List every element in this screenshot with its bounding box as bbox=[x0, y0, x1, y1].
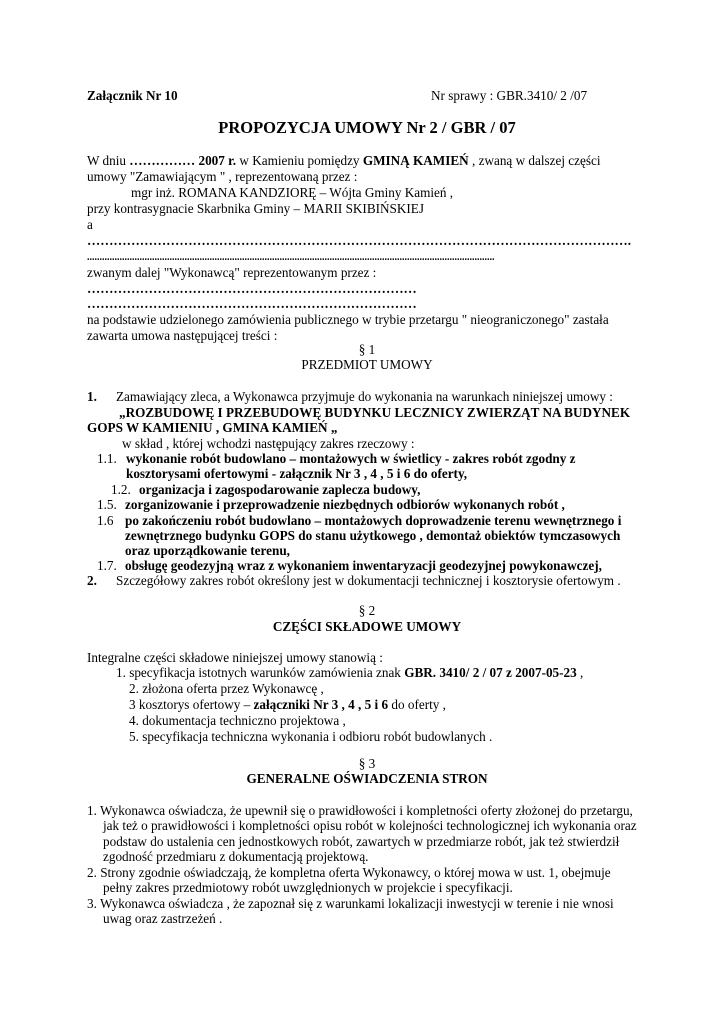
s1-p1-subject-2: GOPS W KAMIENIU , GMINA KAMIEŃ „ bbox=[87, 420, 338, 435]
section-3-number: § 3 bbox=[358, 756, 376, 771]
intro-line-8: zwanym dalej "Wykonawcą" reprezentowanym przez : bbox=[87, 265, 377, 280]
s3-p1-line-2: jak też o prawidłowości i kompletności opisu robót w kolejności technologicznej ich wykonania oraz bbox=[103, 818, 637, 833]
item-1-2-number: 1.2. bbox=[111, 482, 131, 497]
section-1-number: § 1 bbox=[358, 342, 376, 357]
attachment-label: Załącznik Nr 10 bbox=[87, 88, 178, 103]
contractor-address-blank: ................................................................................................................................................................... bbox=[87, 252, 495, 263]
s2-intro: Integralne części składowe niniejszej umowy stanowią : bbox=[87, 650, 383, 665]
item-1-7-number: 1.7. bbox=[97, 558, 117, 573]
intro-line-4: przy kontrasygnacie Skarbnika Gminy – MARII SKIBIŃSKIEJ bbox=[87, 201, 424, 216]
section-1-heading: PRZEDMIOT UMOWY bbox=[301, 357, 433, 372]
s3-p3-line-2: uwag oraz zastrzeżeń . bbox=[103, 911, 223, 926]
representative-blank-1: ………………………………………………………………… bbox=[87, 281, 417, 296]
item-1-5-text: zorganizowanie i przeprowadzenie niezbędnych odbiorów wykonanych robót , bbox=[125, 497, 565, 512]
intro-line-5: a bbox=[87, 217, 93, 232]
intro-line-12: zawarta umowa następującej treści : bbox=[87, 328, 278, 343]
s3-p2-line-2: pełny zakres przedmiotowy robót uwzględnionych w projekcie i specyfikacji. bbox=[103, 880, 513, 895]
item-1-6-number: 1.6 bbox=[97, 513, 114, 528]
s2-item-5: 5. specyfikacja techniczna wykonania i odbioru robót budowlanych . bbox=[129, 729, 493, 744]
s2-item-3: 3 kosztorys ofertowy – załączniki Nr 3 , 4 , 5 i 6 do oferty , bbox=[129, 697, 446, 712]
s3-p3-line-1: 3. Wykonawca oświadcza , że zapoznał się z warunkami lokalizacji inwestycji w terenie i nie wnosi bbox=[87, 896, 614, 911]
s2-item-1: 1. specyfikacja istotnych warunków zamówienia znak GBR. 3410/ 2 / 07 z 2007-05-23 , bbox=[116, 665, 584, 680]
item-1-1-text-a: wykonanie robót budowlano – montażowych w świetlicy - zakres robót zgodny z bbox=[126, 451, 576, 466]
item-1-6-text-b: zewnętrznego budynku GOPS do stanu użytkowego , demontaż obiektów tymczasowych bbox=[125, 528, 621, 543]
item-1-6-text-a: po zakończeniu robót budowlano – montażowych doprowadzenie terenu wewnętrznego i bbox=[125, 513, 622, 528]
s2-item-4: 4. dokumentacja techniczno projektowa , bbox=[129, 713, 346, 728]
intro-line-1: W dniu …………… 2007 r. w Kamieniu pomiędzy GMINĄ KAMIEŃ , zwaną w dalszej części bbox=[87, 153, 601, 168]
s1-p1-number: 1. bbox=[87, 389, 97, 404]
item-1-6-text-c: oraz uporządkowanie terenu, bbox=[125, 543, 290, 558]
s1-p2-text: Szczegółowy zakres robót określony jest w dokumentacji technicznej i kosztorysie ofertowym . bbox=[116, 573, 621, 588]
item-1-5-number: 1.5. bbox=[97, 497, 117, 512]
page-title: PROPOZYCJA UMOWY Nr 2 / GBR / 07 bbox=[218, 118, 516, 137]
item-1-1-text-b: kosztorysami ofertowymi - załącznik Nr 3 , 4 , 5 i 6 do oferty, bbox=[126, 466, 468, 481]
s3-p1-line-4: zgodność przedmiaru z dokumentacją projektową. bbox=[103, 849, 369, 864]
s1-p2-number: 2. bbox=[87, 573, 97, 588]
intro-line-3: mgr inż. ROMANA KANDZIORĘ – Wójta Gminy Kamień , bbox=[131, 185, 454, 200]
section-3-heading: GENERALNE OŚWIADCZENIA STRON bbox=[246, 771, 488, 786]
representative-blank-2: ………………………………………………………………… bbox=[87, 296, 417, 311]
contractor-name-blank: ……………………………………………………………………………………………………………. bbox=[87, 233, 631, 248]
s1-scope-text: w skład , której wchodzi następujący zakres rzeczowy : bbox=[122, 436, 415, 451]
s3-p1-line-1: 1. Wykonawca oświadcza, że upewnił się o prawidłowości i kompletności oferty złożonej do przetargu, bbox=[87, 803, 633, 818]
intro-line-11: na podstawie udzielonego zamówienia publicznego w trybie przetargu " nieograniczonego" zastała bbox=[87, 312, 609, 327]
s3-p1-line-3: podstaw do ustalenia cen jednostkowych robót, zawartych w przedmiarze robót, jak też stwierdził bbox=[103, 834, 620, 849]
s1-p1-text: Zamawiający zleca, a Wykonawca przyjmuje do wykonania na warunkach niniejszej umowy : bbox=[116, 389, 613, 404]
section-2-heading: CZĘŚCI SKŁADOWE UMOWY bbox=[272, 619, 462, 634]
case-number: Nr sprawy : GBR.3410/ 2 /07 bbox=[431, 88, 588, 103]
s3-p2-line-1: 2. Strony zgodnie oświadczają, że kompletna oferta Wykonawcy, o której mowa w ust. 1, obejmuje bbox=[87, 865, 611, 880]
s1-p1-subject-1: „ROZBUDOWĘ I PRZEBUDOWĘ BUDYNKU LECZNICY ZWIERZĄT NA BUDYNEK bbox=[119, 405, 631, 420]
item-1-2-text: organizacja i zagospodarowanie zaplecza budowy, bbox=[139, 482, 421, 497]
intro-line-2: umowy "Zamawiającym " , reprezentowaną przez : bbox=[87, 169, 358, 184]
section-2-number: § 2 bbox=[358, 603, 376, 618]
s2-item-2: 2. złożona oferta przez Wykonawcę , bbox=[129, 681, 324, 696]
item-1-1-number: 1.1. bbox=[97, 451, 117, 466]
item-1-7-text: obsługę geodezyjną wraz z wykonaniem inwentaryzacji geodezyjnej powykonawczej, bbox=[125, 558, 602, 573]
